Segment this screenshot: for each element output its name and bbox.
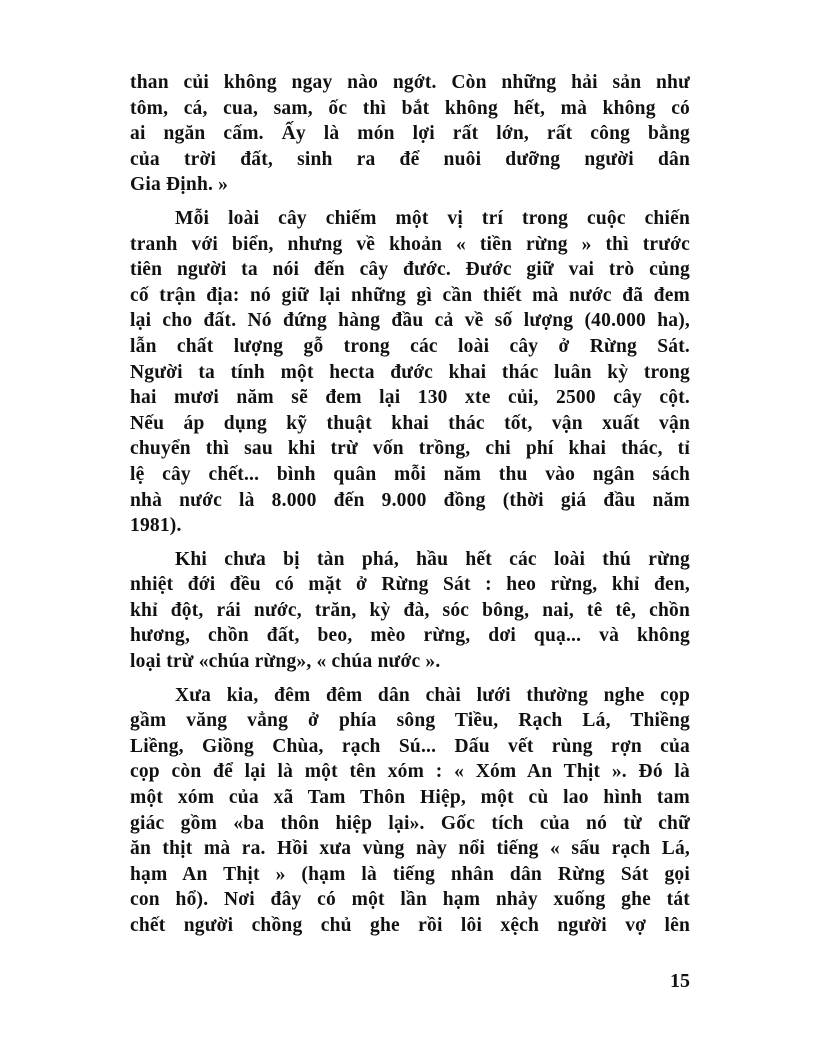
text-line: Nếu áp dụng kỹ thuật khai thác tốt, vận xuất vận	[130, 412, 690, 434]
paragraph-3	[130, 547, 690, 675]
text-line: tranh với biển, nhưng về khoản « tiền rừng » thì trước	[130, 233, 690, 255]
text-line: Người ta tính một hecta đước khai thác luân kỳ trong	[130, 361, 690, 383]
text-line: nhà nước là 8.000 đến 9.000 đồng (thời giá đầu năm	[130, 489, 690, 511]
text-line: loại trừ «chúa rừng», « chúa nước ».	[130, 651, 441, 673]
text-line: cố trận địa: nó giữ lại những gì cần thiết mà nước đã đem	[130, 284, 690, 306]
text-line: lẫn chất lượng gỗ trong các loài cây ở Rừng Sát.	[130, 335, 690, 357]
text-line: tôm, cá, cua, sam, ốc thì bắt không hết, mà không có	[130, 97, 690, 119]
text-line: cọp còn để lại là một tên xóm : « Xóm An Thịt ». Đó là	[130, 761, 690, 783]
text-line: ăn thịt mà ra. Hồi xưa vùng này nổi tiếng « sấu rạch Lá,	[130, 838, 690, 860]
text-line: than củi không ngay nào ngớt. Còn những hải sản như	[130, 72, 690, 93]
text-line: 1981).	[130, 515, 182, 537]
text-line: nhiệt đới đều có mặt ở Rừng Sát : heo rừng, khỉ đen,	[130, 574, 690, 596]
page-number: 15	[670, 970, 690, 992]
text-line: tiên người ta nói đến cây đước. Đước giữ vai trò củng	[130, 259, 690, 281]
text-line: giác gồm «ba thôn hiệp lại». Gốc tích của nó từ chữ	[130, 812, 690, 834]
text-line: Xưa kia, đêm đêm dân chài lưới thường nghe cọp	[175, 684, 690, 706]
text-line: ai ngăn cấm. Ấy là món lợi rất lớn, rất công bằng	[130, 123, 690, 145]
paragraph-4	[130, 683, 690, 939]
text-line: một xóm của xã Tam Thôn Hiệp, một cù lao hình tam	[130, 787, 690, 809]
text-line: hai mươi năm sẽ đem lại 130 xte củi, 2500 cây cột.	[130, 387, 690, 409]
text-line: khỉ đột, rái nước, trăn, kỳ đà, sóc bông, nai, tê tê, chồn	[130, 599, 690, 621]
text-line: chết người chồng chủ ghe rồi lôi xệch người vợ lên	[130, 915, 690, 936]
page-body	[130, 70, 690, 947]
text-line: Mỗi loài cây chiếm một vị trí trong cuộc chiến	[175, 207, 690, 229]
text-line: của trời đất, sinh ra để nuôi dưỡng người dân	[130, 148, 690, 170]
text-line: lại cho đất. Nó đứng hàng đầu cả về số lượng (40.000 ha),	[130, 310, 690, 332]
text-line: Liềng, Giồng Chùa, rạch Sú... Dấu vết rùng rợn của	[130, 735, 690, 757]
text-line: lệ cây chết... bình quân mỗi năm thu vào ngân sách	[130, 463, 690, 485]
text-line: con hổ). Nơi đây có một lần hạm nhảy xuống ghe tát	[130, 889, 690, 911]
text-line: gầm văng vẳng ở phía sông Tiều, Rạch Lá, Thiềng	[130, 710, 690, 732]
text-line: chuyển thì sau khi trừ vốn trồng, chi phí khai thác, tỉ	[130, 438, 690, 460]
paragraph-1	[130, 70, 690, 198]
text-line: Khi chưa bị tàn phá, hầu hết các loài thú rừng	[175, 548, 690, 570]
paragraph-2	[130, 206, 690, 539]
text-line: hương, chồn đất, beo, mèo rừng, dơi quạ... và không	[130, 625, 690, 647]
text-line: Gia Định. »	[130, 174, 229, 196]
text-line: hạm An Thịt » (hạm là tiếng nhân dân Rừng Sát gọi	[130, 863, 690, 885]
